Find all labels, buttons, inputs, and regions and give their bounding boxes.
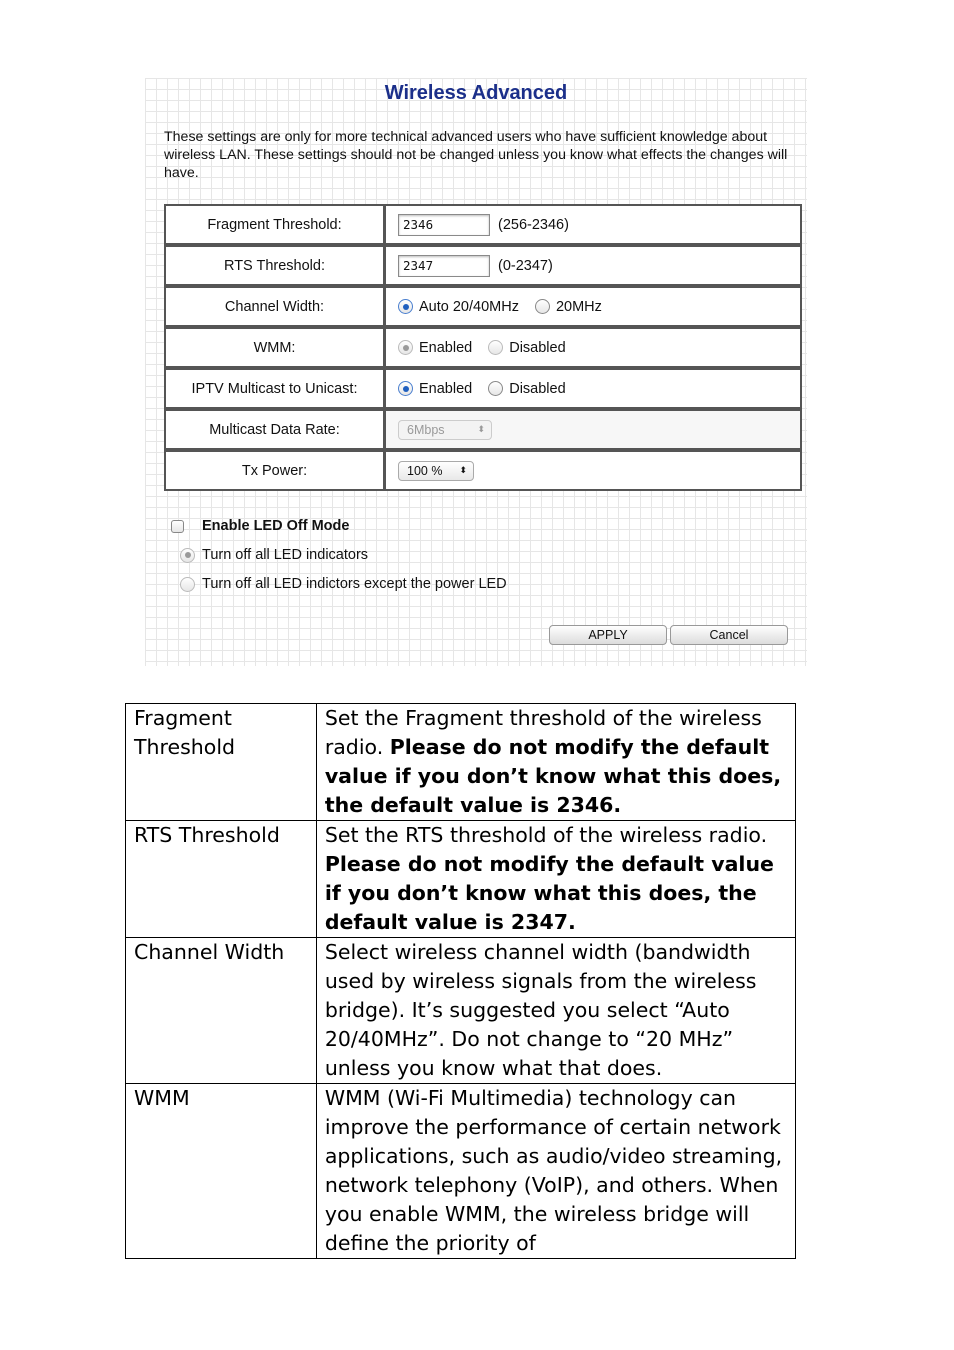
iptv-label: IPTV Multicast to Unicast:: [164, 368, 385, 409]
channel-width-auto-label: Auto 20/40MHz: [419, 298, 519, 315]
fragment-input[interactable]: 2346: [398, 214, 490, 236]
led-option-all-label: Turn off all LED indicators: [202, 547, 369, 563]
wmm-disabled-option[interactable]: [488, 340, 565, 356]
desc-fragment-threshold: [316, 704, 795, 821]
wmm-row: [164, 327, 790, 368]
tx-power-label: Tx Power:: [164, 450, 385, 491]
fragment-label: Fragment Threshold:: [164, 204, 385, 245]
table-row: [126, 938, 796, 1084]
iptv-disabled-option[interactable]: [488, 381, 565, 397]
wmm-disabled-label: Disabled: [509, 339, 566, 356]
wmm-label: WMM:: [164, 327, 385, 368]
radio-unselected-icon[interactable]: [488, 381, 503, 396]
table-row: [126, 821, 796, 938]
radio-unselected-icon[interactable]: [180, 577, 195, 592]
term-channel-width: Channel Width: [126, 938, 317, 1084]
fragment-range: (256-2346): [498, 216, 569, 233]
desc-wmm: WMM (Wi-Fi Multimedia) technology can improve the performance of certain network applications, such as audio/video streaming, network telephony (VoIP), and others. When you enable WMM, the wireless bridge will define the priority of: [316, 1084, 795, 1259]
wireless-advanced-panel: [145, 78, 807, 666]
iptv-row: [164, 368, 790, 409]
led-off-label: Enable LED Off Mode: [202, 518, 350, 534]
desc-bold: Please do not modify the default value if you don’t know what this does, the default value is 2346.: [324, 735, 782, 817]
radio-selected-icon[interactable]: [398, 381, 413, 396]
channel-width-auto-option[interactable]: [398, 299, 519, 315]
term-fragment-threshold: Fragment Threshold: [126, 704, 317, 821]
desc-plain: Set the Fragment threshold of the wireless radio.: [324, 706, 762, 759]
term-rts-threshold: RTS Threshold: [126, 821, 317, 938]
channel-width-20-label: 20MHz: [555, 298, 602, 315]
table-row: [126, 1084, 796, 1259]
desc-rts-threshold: [316, 821, 795, 938]
rts-input[interactable]: 2347: [398, 255, 490, 277]
led-off-checkbox[interactable]: [171, 520, 184, 533]
wmm-enabled-option[interactable]: [398, 340, 472, 356]
multicast-rate-value: 6Mbps: [407, 422, 445, 437]
desc-bold: Please do not modify the default value if you don’t know what this does, the default value is 2347.: [324, 852, 774, 934]
rts-label: RTS Threshold:: [164, 245, 385, 286]
channel-width-row: [164, 286, 790, 327]
channel-width-label: Channel Width:: [164, 286, 385, 327]
led-off-mode-toggle[interactable]: [171, 518, 349, 534]
updown-arrows-icon: ⬍: [459, 465, 467, 475]
tx-power-cell: [384, 450, 802, 491]
rts-range: (0-2347): [498, 257, 553, 274]
fragment-row: [164, 204, 790, 245]
led-option-except-power[interactable]: [180, 576, 507, 592]
channel-width-cell: [384, 286, 802, 327]
led-option-except-power-label: Turn off all LED indictors except the power LED: [202, 576, 507, 592]
tx-power-value: 100 %: [407, 463, 443, 478]
fragment-cell: [384, 204, 802, 245]
panel-title: Wireless Advanced: [384, 82, 568, 104]
rts-row: [164, 245, 790, 286]
table-row: [126, 704, 796, 821]
desc-plain: Set the RTS threshold of the wireless radio.: [324, 823, 768, 847]
multicast-rate-cell: [384, 409, 802, 450]
tx-power-row: [164, 450, 790, 491]
updown-arrows-icon: ⬍: [477, 424, 485, 434]
radio-unselected-icon[interactable]: [488, 340, 503, 355]
radio-selected-icon[interactable]: [180, 548, 195, 563]
multicast-rate-select: [398, 420, 492, 440]
iptv-enabled-label: Enabled: [419, 380, 473, 397]
iptv-disabled-label: Disabled: [509, 380, 566, 397]
channel-width-20-option[interactable]: [535, 299, 602, 315]
desc-channel-width: Select wireless channel width (bandwidth used by wireless signals from the wireless bridge). It’s suggested you select “Auto 20/40MHz”. Do not change to “20 MHz” unless you know what that does.: [316, 938, 795, 1084]
panel-intro-text: These settings are only for more technical advanced users who have sufficient knowledge about wireless LAN. These settings should not be changed unless you know what effects the changes will have.: [164, 129, 788, 181]
tx-power-select[interactable]: [398, 461, 474, 481]
iptv-enabled-option[interactable]: [398, 381, 472, 397]
radio-selected-icon[interactable]: [398, 299, 413, 314]
term-wmm: WMM: [126, 1084, 317, 1259]
apply-button[interactable]: APPLY: [549, 625, 667, 645]
cancel-button[interactable]: Cancel: [670, 625, 788, 645]
iptv-cell: [384, 368, 802, 409]
wmm-enabled-label: Enabled: [419, 339, 473, 356]
description-table: [125, 703, 796, 1259]
multicast-rate-row: [164, 409, 790, 450]
multicast-rate-label: Multicast Data Rate:: [164, 409, 385, 450]
radio-unselected-icon[interactable]: [535, 299, 550, 314]
led-option-all[interactable]: [180, 547, 368, 563]
rts-cell: [384, 245, 802, 286]
wmm-cell: [384, 327, 802, 368]
radio-selected-icon[interactable]: [398, 340, 413, 355]
